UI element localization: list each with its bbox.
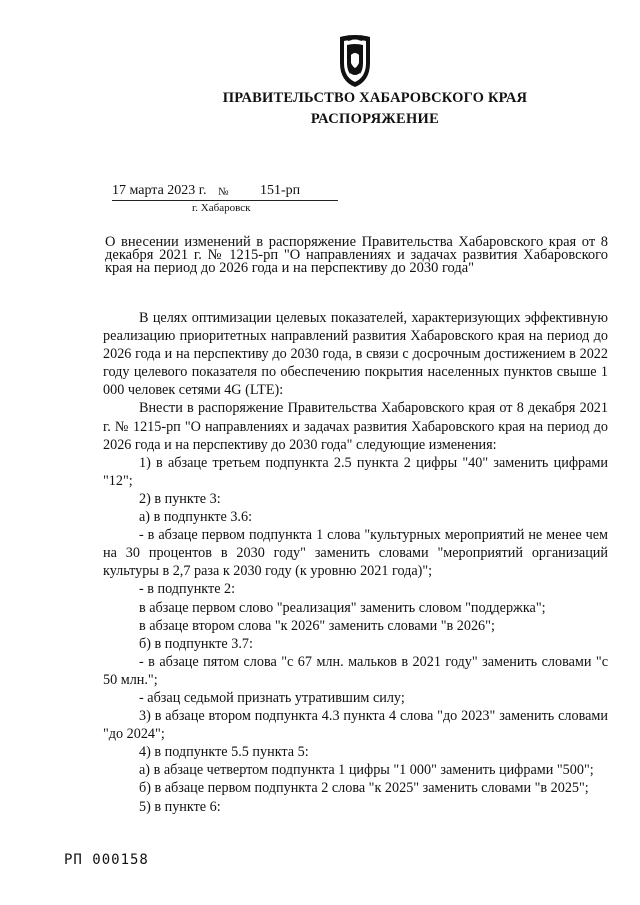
- paragraph: в абзаце первом слово "реализация" заменить словом "поддержка";: [139, 599, 546, 616]
- paragraph: в абзаце втором слова "к 2026" заменить словами "в 2026";: [139, 617, 495, 634]
- paragraph: - в подпункте 2:: [139, 581, 236, 598]
- government-title: ПРАВИТЕЛЬСТВО ХАБАРОВСКОГО КРАЯ: [222, 90, 528, 106]
- document-body: [103, 309, 608, 816]
- paragraph: а) в абзаце четвертом подпункта 1 цифры "1 000" заменить цифрами "500";: [139, 762, 594, 779]
- document-type: РАСПОРЯЖЕНИЕ: [310, 111, 440, 127]
- document-number: 151-рп: [260, 183, 301, 198]
- number-sign: №: [218, 186, 229, 198]
- paragraph: В целях оптимизации целевых показателей, характеризующих эффективную реализацию приоритетных направлений развития Хабаровского края на период до 2026 года и на перспективу до 2030 года, в связи с досрочным достижением в 2022 году целевого показателя по обеспечению покрытия населенных пунктов свыше 1 000 человек сетями 4G (LTE):: [103, 310, 608, 399]
- paragraph: б) в абзаце первом подпункта 2 слова "к 2025" заменить словами "в 2025";: [139, 780, 589, 797]
- paragraph: 5) в пункте 6:: [139, 798, 221, 815]
- paragraph: - абзац седьмой признать утратившим силу;: [139, 689, 405, 706]
- paragraph: 1) в абзаце третьем подпункта 2.5 пункта 2 цифры "40" заменить цифрами "12";: [103, 454, 608, 489]
- paragraph: 3) в абзаце втором подпункта 4.3 пункта 4 слова "до 2023" заменить словами "до 2024";: [103, 708, 608, 743]
- city: г. Хабаровск: [192, 202, 251, 214]
- form-code: РП 000158: [64, 852, 149, 868]
- paragraph: Внести в распоряжение Правительства Хабаровского края от 8 декабря 2021 г. № 1215-рп "О направлениях и задачах развития Хабаровского края на период до 2026 года и на перспективу до 2030 года" следующие изменения:: [103, 400, 608, 453]
- paragraph: 4) в подпункте 5.5 пункта 5:: [139, 744, 309, 761]
- paragraph: а) в подпункте 3.6:: [139, 509, 253, 526]
- coat-of-arms-icon: [330, 33, 380, 89]
- date-underline: [112, 200, 338, 201]
- paragraph: - в абзаце пятом слова "с 67 млн. мальков в 2021 году" заменить словами "с 50 млн.";: [103, 653, 608, 688]
- paragraph: б) в подпункте 3.7:: [139, 635, 253, 652]
- paragraph: - в абзаце первом подпункта 1 слова "культурных мероприятий не менее чем на 30 процентов в 2030 году" заменить словами "мероприятий организаций культуры в 2,7 раза к 2030 году (к уровню 2021 года)";: [103, 527, 608, 580]
- date-number-line: [112, 183, 338, 200]
- document-subject: О внесении изменений в распоряжение Правительства Хабаровского края от 8 декабря 2021 г. № 1215-рп "О направлениях и задачах развития Хабаровского края на период до 2026 года и на перспективу до 2030 года": [105, 234, 608, 276]
- document-date: 17 марта 2023 г.: [112, 183, 207, 198]
- paragraph: 2) в пункте 3:: [139, 490, 221, 507]
